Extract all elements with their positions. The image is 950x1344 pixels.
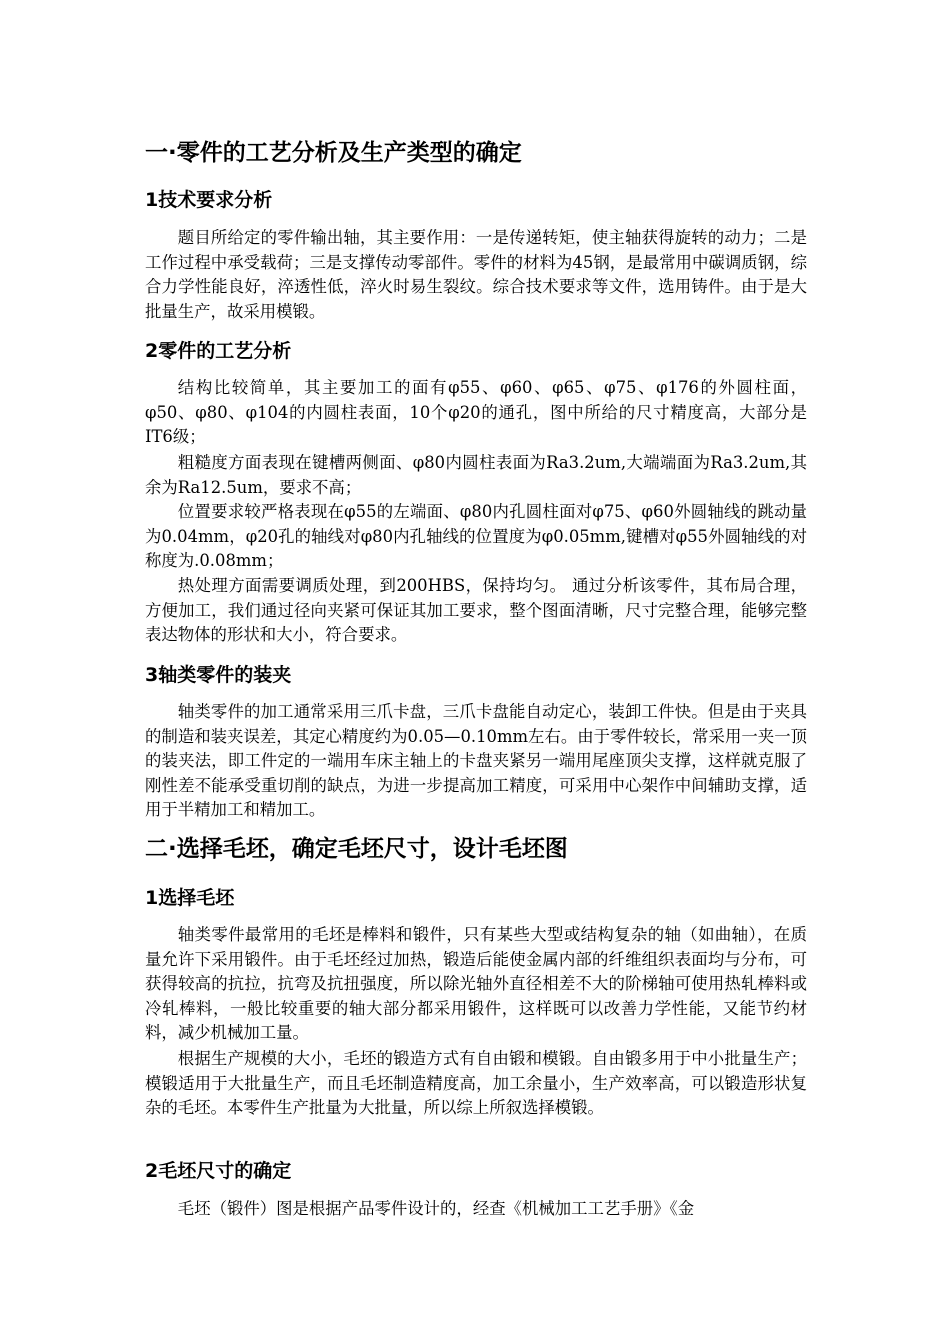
paragraph-forging-method: 根据生产规模的大小，毛坯的锻造方式有自由锻和模锻。自由锻多用于中小批量生产；模锻适用于大批量生产，而且毛坯制造精度高，加工余量小，生产效率高，可以锻造形状复杂的毛坯。本零件生产批量为大批量，所以综上所叙选择模锻。 bbox=[145, 1049, 807, 1118]
subsection-heading-technical-requirements: 1技术要求分析 bbox=[145, 189, 273, 211]
paragraph-blank-drawing: 毛坯（锻件）图是根据产品零件设计的，经查《机械加工工艺手册》《金 bbox=[177, 1199, 695, 1218]
paragraph-heat-treatment: 热处理方面需要调质处理，到200HBS，保持均匀。 通过分析该零件，其布局合理，方便加工，我们通过径向夹紧可保证其加工要求，整个图面清晰，尺寸完整合理，能够完整表达物体的形状和大小，符合要求。 bbox=[145, 576, 807, 645]
section-heading-process-analysis: 一·零件的工艺分析及生产类型的确定 bbox=[145, 140, 522, 166]
paragraph-technical-requirements: 题目所给定的零件输出轴，其主要作用：一是传递转矩，使主轴获得旋转的动力；二是工作过程中承受载荷；三是支撑传动零部件。零件的材料为45钢，是最常用中碳调质钢，综合力学性能良好，淬透性低，淬火时易生裂纹。综合技术要求等文件，选用铸件。由于是大批量生产，故采用模锻。 bbox=[145, 228, 807, 321]
paragraph-shaft-clamping: 轴类零件的加工通常采用三爪卡盘，三爪卡盘能自动定心，装卸工件快。但是由于夹具的制造和装夹误差，其定心精度约为0.05—0.10mm左右。由于零件较长，常采用一夹一顶的装夹法，即工件定的一端用车床主轴上的卡盘夹紧另一端用尾座顶尖支撑，这样就克服了刚性差不能承受重切削的缺点，为进一步提高加工精度，可采用中心架作中间辅助支撑，适用于半精加工和精加工。 bbox=[145, 702, 807, 820]
paragraph-structure: 结构比较简单，其主要加工的面有φ55、φ60、φ65、φ75、φ176的外圆柱面，φ50、φ80、φ104的内圆柱表面，10个φ20的通孔，图中所给的尺寸精度高，大部分是IT6级； bbox=[145, 378, 807, 447]
paragraph-roughness: 粗糙度方面表现在键槽两侧面、φ80内圆柱表面为Ra3.2um,大端端面为Ra3.2um,其余为Ra12.5um，要求不高； bbox=[145, 453, 807, 497]
paragraph-blank-types: 轴类零件最常用的毛坯是棒料和锻件，只有某些大型或结构复杂的轴（如曲轴），在质量允许下采用锻件。由于毛坯经过加热，锻造后能使金属内部的纤维组织表面均与分布，可获得较高的抗拉，抗弯及抗扭强度，所以除光轴外直径相差不大的阶梯轴可使用热轧棒料或冷轧棒料，一般比较重要的轴大部分都采用锻件，这样既可以改善力学性能，又能节约材料，减少机械加工量。 bbox=[145, 925, 807, 1043]
section-heading-blank-selection: 二·选择毛坯，确定毛坯尺寸，设计毛坯图 bbox=[145, 836, 568, 862]
subsection-heading-blank-dimensions: 2毛坯尺寸的确定 bbox=[145, 1160, 292, 1182]
subsection-heading-part-process-analysis: 2零件的工艺分析 bbox=[145, 340, 292, 362]
paragraph-position-requirements: 位置要求较严格表现在φ55的左端面、φ80内孔圆柱面对φ75、φ60外圆轴线的跳动量为0.04mm，φ20孔的轴线对φ80内孔轴线的位置度为φ0.05mm,键槽对φ55外圆轴线的对称度为.0.08mm； bbox=[145, 502, 807, 571]
subsection-heading-shaft-clamping: 3轴类零件的装夹 bbox=[145, 664, 292, 686]
subsection-heading-select-blank: 1选择毛坯 bbox=[145, 887, 235, 909]
